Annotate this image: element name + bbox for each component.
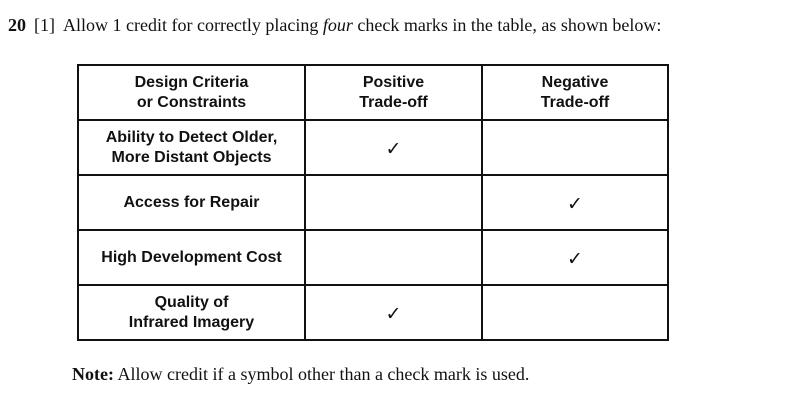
header-line: Negative	[541, 73, 609, 91]
question-text-before: Allow 1 credit for correctly placing	[63, 15, 319, 35]
positive-cell	[305, 230, 482, 285]
criteria-cell	[78, 285, 305, 340]
trade-off-table	[77, 64, 669, 341]
positive-cell	[305, 175, 482, 230]
criteria-cell	[78, 120, 305, 175]
question-text-after: check marks in the table, as shown below:	[357, 15, 662, 35]
question-number: 20	[8, 15, 26, 35]
negative-cell	[482, 175, 668, 230]
criteria-line: High Development Cost	[101, 248, 282, 266]
criteria-line: More Distant Objects	[111, 148, 272, 166]
table-row	[78, 230, 668, 285]
question-line	[8, 14, 661, 36]
note-text: Allow credit if a symbol other than a check mark is used.	[117, 364, 530, 384]
check-mark-icon: ✓	[385, 302, 402, 325]
positive-cell	[305, 120, 482, 175]
header-line: Design Criteria	[134, 73, 249, 91]
header-line: Positive	[362, 73, 425, 91]
positive-cell	[305, 285, 482, 340]
criteria-line: Infrared Imagery	[128, 313, 255, 331]
header-negative-trade-off	[482, 65, 668, 120]
criteria-line: Access for Repair	[123, 193, 260, 211]
header-line: or Constraints	[136, 93, 247, 111]
header-positive-trade-off	[305, 65, 482, 120]
header-design-criteria	[78, 65, 305, 120]
criteria-line: Ability to Detect Older,	[105, 128, 278, 146]
table-row	[78, 285, 668, 340]
check-mark-icon: ✓	[385, 137, 402, 160]
check-mark-icon: ✓	[567, 247, 583, 270]
criteria-cell	[78, 175, 305, 230]
note-label: Note:	[72, 364, 114, 384]
check-mark-icon: ✓	[567, 192, 583, 215]
header-line: Trade-off	[540, 93, 610, 111]
table-header-row	[78, 65, 668, 120]
question-text-emphasis: four	[322, 15, 353, 35]
credit-value: [1]	[34, 15, 55, 35]
note-line	[72, 363, 529, 385]
negative-cell	[482, 230, 668, 285]
header-line: Trade-off	[359, 93, 428, 111]
table-row	[78, 120, 668, 175]
criteria-line: Quality of	[154, 293, 229, 311]
negative-cell	[482, 285, 668, 340]
criteria-cell	[78, 230, 305, 285]
table-row	[78, 175, 668, 230]
negative-cell	[482, 120, 668, 175]
